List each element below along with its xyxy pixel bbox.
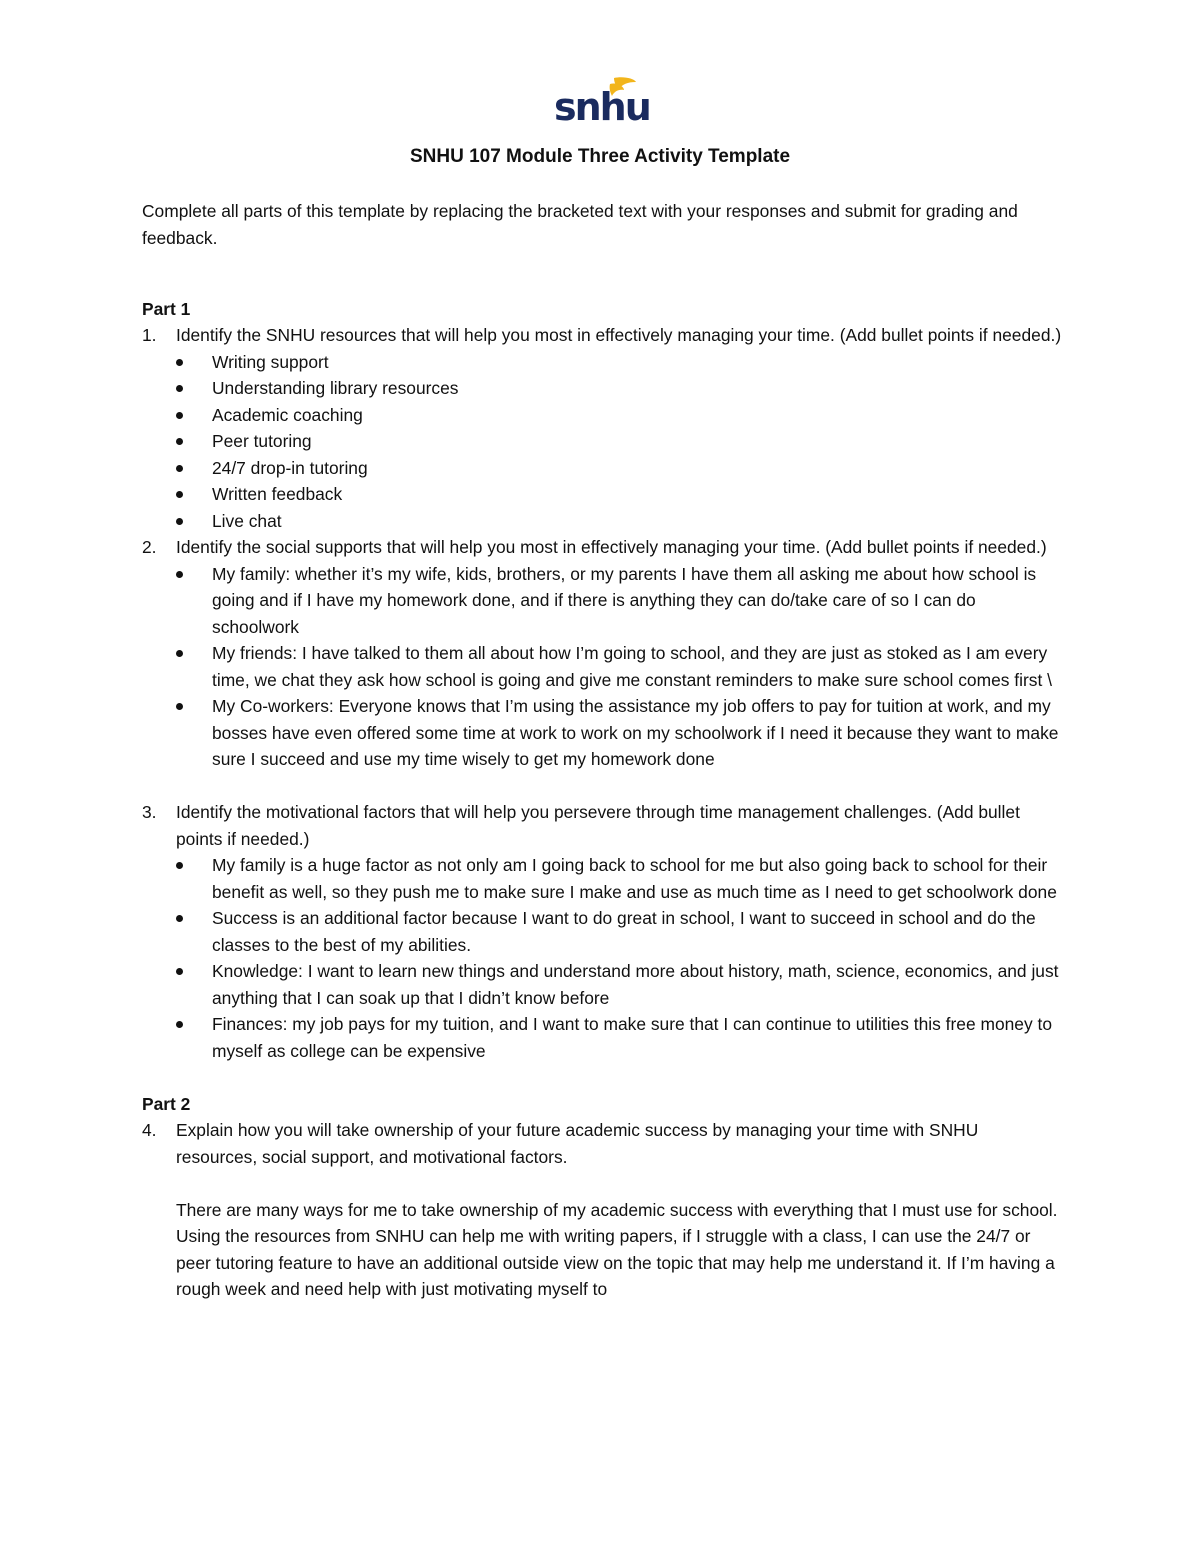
bullet-icon — [176, 968, 183, 975]
bullet-icon — [176, 571, 183, 578]
bullet-icon — [176, 518, 183, 525]
snhu-logo — [552, 74, 650, 134]
bullet-icon — [176, 465, 183, 472]
q3-bullet-list — [142, 852, 1062, 1064]
question-text: Identify the SNHU resources that will help you most in effectively managing your time. (Add bullet points if needed.) — [176, 325, 1062, 345]
list-item: Written feedback — [212, 481, 1062, 508]
question-text: Identify the motivational factors that will help you persevere through time management challenges. (Add bullet points if needed.) — [176, 802, 1020, 849]
answer-paragraph: There are many ways for me to take ownership of my academic success with everything that I must use for school. Using the resources from SNHU can help me with writing papers, if I struggle with a class, I can use the 24/7 or peer tutoring feature to have an additional outside view on the topic that may help me understand it. If I’m having a rough week and need help with just motivating myself to — [176, 1199, 1058, 1299]
bullet-icon — [176, 1021, 183, 1028]
list-item: Knowledge: I want to learn new things and understand more about history, math, science, economics, and just anything that I can soak up that I didn’t know before — [212, 958, 1062, 1011]
part1-heading: Part 1 — [142, 298, 191, 319]
list-item: Finances: my job pays for my tuition, and I want to make sure that I can continue to utilities this free money to myself as college can be expensive — [212, 1011, 1062, 1064]
content — [142, 198, 1062, 1303]
bullet-icon — [176, 650, 183, 657]
list-item: Live chat — [212, 508, 1062, 535]
q2-bullet-list — [142, 561, 1062, 773]
page-title: SNHU 107 Module Three Activity Template — [409, 146, 791, 167]
question-number: 2. — [142, 537, 157, 557]
list-item: My Co-workers: Everyone knows that I’m using the assistance my job offers to pay for tuition at work, and my bosses have even offered some time at work to work on my schoolwork if I need it because they want to make sure I succeed and use my time wisely to get my homework done — [212, 693, 1062, 773]
list-item: My friends: I have talked to them all about how I’m going to school, and they are just as stoked as I am every time, we chat they ask how school is going and give me constant reminders to make sure school comes first \ — [212, 640, 1062, 693]
bullet-icon — [176, 385, 183, 392]
question-number: 4. — [142, 1120, 157, 1140]
list-item: Peer tutoring — [212, 428, 1062, 455]
question-1 — [142, 322, 1062, 349]
list-item: My family is a huge factor as not only am I going back to school for me but also going back to school for their benefit as well, so they push me to make sure I make and use as much time as I need to get schoolwork done — [212, 852, 1062, 905]
list-item: Success is an additional factor because I want to do great in school, I want to succeed in school and do the classes to the best of my abilities. — [212, 905, 1062, 958]
question-4 — [142, 1117, 1062, 1170]
part2-heading: Part 2 — [142, 1093, 191, 1114]
list-item: Understanding library resources — [212, 375, 1062, 402]
list-item: 24/7 drop-in tutoring — [212, 455, 1062, 482]
list-item: My family: whether it’s my wife, kids, brothers, or my parents I have them all asking me about how school is going and if I have my homework done, and if there is anything they can do/take care of so I can do schoolwork — [212, 561, 1062, 641]
bullet-icon — [176, 412, 183, 419]
bullet-icon — [176, 359, 183, 366]
bullet-icon — [176, 862, 183, 869]
bullet-icon — [176, 438, 183, 445]
question-text: Explain how you will take ownership of your future academic success by managing your time with SNHU resources, social support, and motivational factors. — [176, 1120, 979, 1167]
intro-text: Complete all parts of this template by replacing the bracketed text with your responses and submit for grading and feedback. — [142, 201, 1018, 248]
question-2 — [142, 534, 1062, 561]
list-item: Writing support — [212, 349, 1062, 376]
question-number: 3. — [142, 802, 157, 822]
question-text: Identify the social supports that will help you most in effectively managing your time. (Add bullet points if needed.) — [176, 537, 1047, 557]
q1-bullet-list — [142, 349, 1062, 535]
bullet-icon — [176, 703, 183, 710]
question-number: 1. — [142, 325, 157, 345]
list-item: Academic coaching — [212, 402, 1062, 429]
bullet-icon — [176, 915, 183, 922]
logo-wordmark: snhu — [554, 85, 650, 129]
bullet-icon — [176, 491, 183, 498]
question-3 — [142, 799, 1062, 852]
